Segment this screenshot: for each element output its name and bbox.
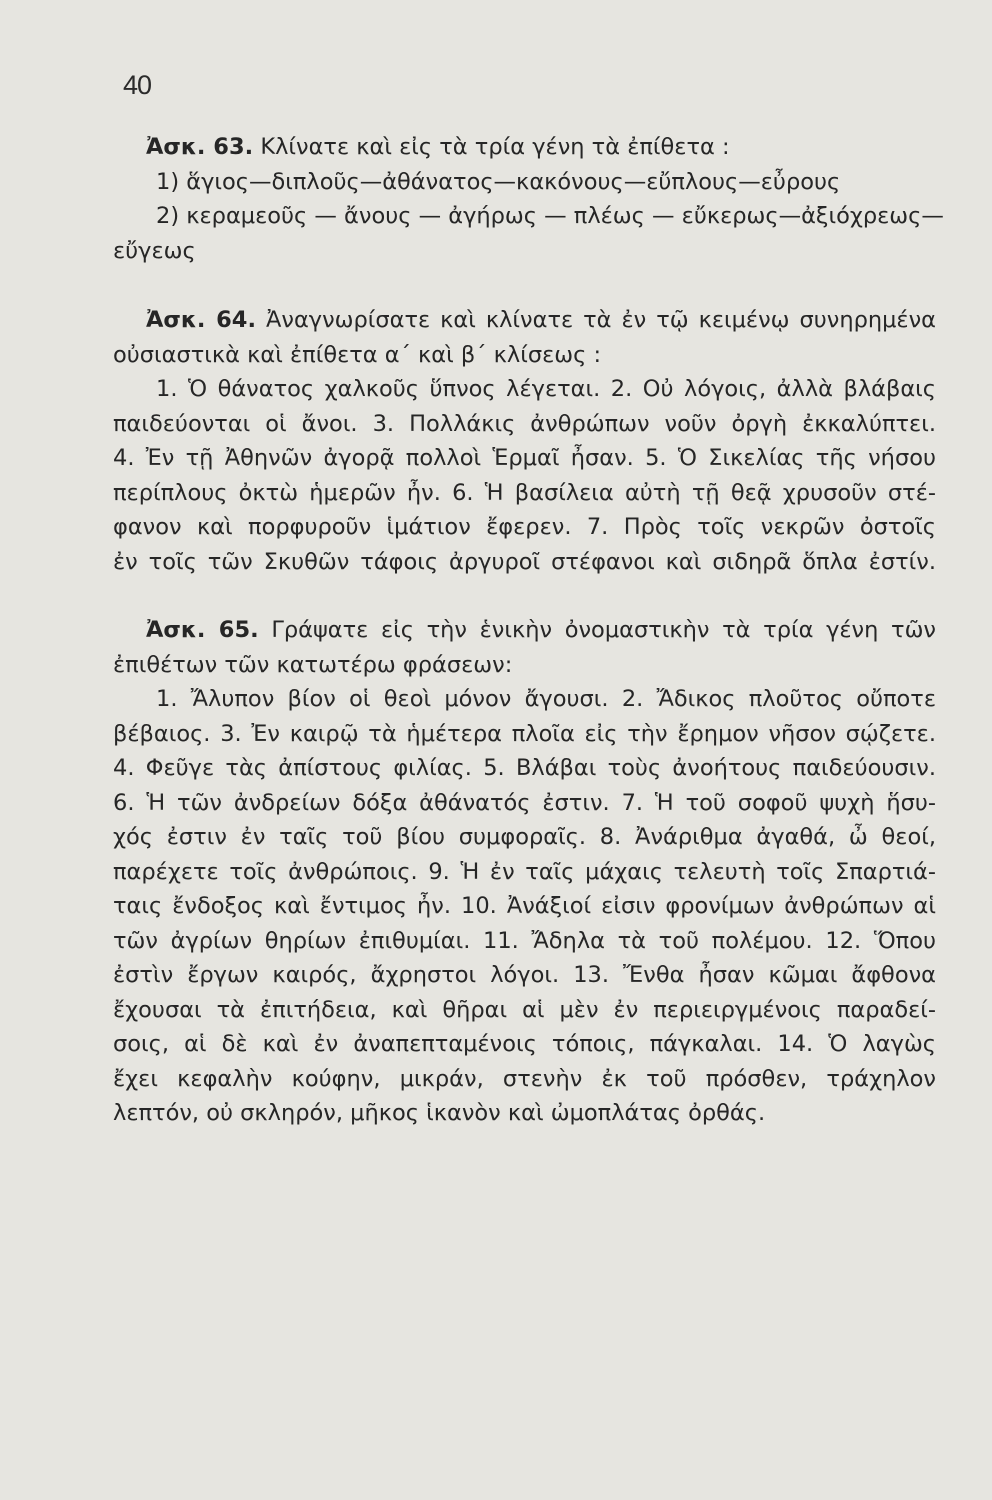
text-line: ἐπιθέτων τῶν κατωτέρω φράσεων: bbox=[113, 651, 513, 678]
text-line: 1. Ἄλυπον βίον οἱ θεοὶ μόνον ἄγουσι. 2. Ἄδικος πλοῦτος οὔποτε bbox=[156, 686, 936, 712]
text-line: 6. Ἡ τῶν ἀνδρείων δόξα ἀθάνατός ἐστιν. 7. Ἡ τοῦ σοφοῦ ψυχὴ ἥσυ- bbox=[113, 789, 936, 816]
exercise-63 bbox=[113, 130, 944, 268]
text-line: περίπλους ὀκτὼ ἡμερῶν ἦν. 6. Ἡ βασίλεια αὐτὴ τῇ θεᾷ χρυσοῦν στέ- bbox=[113, 479, 936, 506]
text-line: 2) κεραμεοῦς — ἄνους — ἀγήρως — πλέως — εὔκερως—ἀξιόχρεως— bbox=[156, 203, 944, 229]
exercise-instruction: Ἀναγνωρίσατε καὶ κλίνατε τὰ ἐν τῷ κειμένῳ συνηρημένα bbox=[265, 307, 936, 333]
text-line: 4. Φεῦγε τὰς ἀπίστους φιλίας. 5. Βλάβαι τοὺς ἀνοήτους παιδεύουσιν. bbox=[113, 755, 936, 781]
text-line: ἐν τοῖς τῶν Σκυθῶν τάφοις ἀργυροῖ στέφανοι καὶ σιδηρᾶ ὅπλα ἐστίν. bbox=[113, 548, 936, 575]
exercise-label: Ἀσκ. 64. bbox=[146, 307, 256, 333]
text-line: χός ἐστιν ἐν ταῖς τοῦ βίου συμφοραῖς. 8. Ἀνάριθμα ἀγαθά, ὦ θεοί, bbox=[113, 824, 936, 850]
text-line: παρέχετε τοῖς ἀνθρώποις. 9. Ἡ ἐν ταῖς μάχαις τελευτὴ τοῖς Σπαρτιά- bbox=[113, 858, 936, 885]
text-line: 1. Ὁ θάνατος χαλκοῦς ὕπνος λέγεται. 2. Οὐ λόγοις, ἀλλὰ βλάβαις bbox=[156, 376, 936, 402]
exercise-65 bbox=[113, 613, 936, 1131]
exercise-label: Ἀσκ. 65. bbox=[146, 617, 259, 643]
text-line: φανον καὶ πορφυροῦν ἱμάτιον ἔφερεν. 7. Πρὸς τοῖς νεκρῶν ὀστοῖς bbox=[113, 514, 936, 540]
text-line: εὔγεως bbox=[113, 237, 196, 264]
exercise-64 bbox=[113, 303, 936, 579]
text-line: 1) ἅγιος—διπλοῦς—ἀθάνατος—κακόνους—εὔπλους—εὖρους bbox=[156, 168, 841, 195]
page-number: 40 bbox=[123, 70, 152, 100]
text-line: λεπτόν, οὐ σκληρόν, μῆκος ἱκανὸν καὶ ὠμοπλάτας ὀρθάς. bbox=[113, 1100, 766, 1126]
text-line: 4. Ἐν τῇ Ἀθηνῶν ἀγορᾷ πολλοὶ Ἑρμαῖ ἦσαν. 5. Ὁ Σικελίας τῆς νήσου bbox=[113, 445, 936, 471]
text-line: βέβαιος. 3. Ἐν καιρῷ τὰ ἡμέτερα πλοῖα εἰς τὴν ἔρημον νῆσον σῴζετε. bbox=[113, 720, 936, 747]
text-line: ταις ἔνδοξος καὶ ἔντιμος ἦν. 10. Ἀνάξιοί εἰσιν φρονίμων ἀνθρώπων αἱ bbox=[113, 893, 936, 919]
text-line: παιδεύονται οἱ ἄνοι. 3. Πολλάκις ἀνθρώπων νοῦν ὀργὴ ἐκκαλύπτει. bbox=[113, 410, 936, 437]
exercise-heading bbox=[113, 613, 936, 648]
exercise-instruction: Γράψατε εἰς τὴν ἑνικὴν ὀνομαστικὴν τὰ τρία γένη τῶν bbox=[271, 617, 936, 643]
text-line: σοις, αἱ δὲ καὶ ἐν ἀναπεπταμένοις τόποις, πάγκαλαι. 14. Ὁ λαγὼς bbox=[113, 1031, 936, 1057]
text-line: ἔχει κεφαλὴν κούφην, μικράν, στενὴν ἐκ τοῦ πρόσθεν, τράχηλον bbox=[113, 1065, 936, 1092]
text-line: ἔχουσαι τὰ ἐπιτήδεια, καὶ θῆραι αἱ μὲν ἐν περιειργμένοις παραδεί- bbox=[113, 996, 936, 1023]
exercise-heading bbox=[113, 303, 936, 338]
text-line: οὐσιαστικὰ καὶ ἐπίθετα α΄ καὶ β΄ κλίσεως : bbox=[113, 341, 602, 368]
text-line: τῶν ἀγρίων θηρίων ἐπιθυμίαι. 11. Ἄδηλα τὰ τοῦ πολέμου. 12. Ὅπου bbox=[113, 927, 936, 954]
text-line: ἐστὶν ἔργων καιρός, ἄχρηστοι λόγοι. 13. Ἔνθα ἦσαν κῶμαι ἄφθονα bbox=[113, 962, 936, 988]
exercise-heading bbox=[113, 130, 936, 165]
exercise-instruction: Κλίνατε καὶ εἰς τὰ τρία γένη τὰ ἐπίθετα : bbox=[260, 134, 730, 160]
exercise-label: Ἀσκ. 63. bbox=[146, 134, 254, 160]
